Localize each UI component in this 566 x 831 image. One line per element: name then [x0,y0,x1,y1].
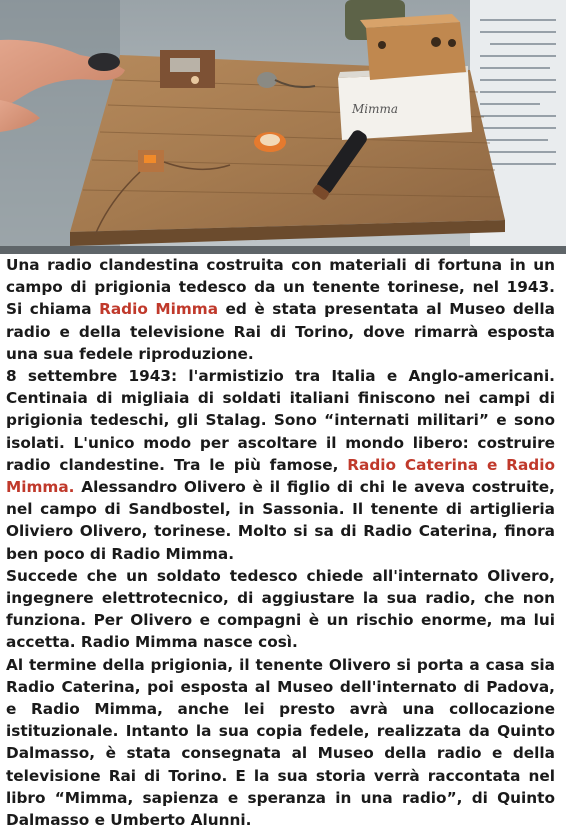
component-knob-icon [191,76,199,84]
paragraph-4: Al termine della prigionia, il tenente Olivero si porta a casa sia Radio Caterina, poi esposta al Museo dell'internato di Padova, e Radio Mimma, anche lei presto avrà una collocazione istituzionale. Intanto la sua copia fedele, realizzata da Quinto Dalmasso, è stata consegnata al Museo della radio e della televisione Rai di Torino. E la sua storia verrà raccontata nel libro “Mimma, sapienza e speranza in una radio”, di Quinto Dalmasso e Umberto Alunni. [6,655,555,830]
radio-mimma-highlight: Radio Mimma [99,300,219,319]
small-component-display [144,155,156,163]
radio-caterina-mimma-highlight: Radio Caterina e Radio Mimma. [6,455,555,497]
article-body [6,254,555,831]
radio-knob-icon [378,41,386,49]
box-label: Mimma [352,102,399,116]
paragraph-3: Succede che un soldato tedesco chiede all'internato Olivero, ingegnere elettrotecnico, di aggiustare la sua radio, che non funziona. Per Olivero e compagni è un rischio enorme, ma lui accetta. Radio Mimma nasce così. [6,566,555,652]
paragraph-2-text-start: 8 settembre 1943: l'armistizio tra Italia e Anglo-americani. Centinaia di migliaia di soldati italiani finiscono nei campi di prigionia tedeschi, gli Stalag. Sono “internati militari” e sono isolati. L'unico modo per ascoltare il mondo libero: costruire radio clandestine. Tra le più famose, [6,367,555,474]
coil-center [260,134,280,146]
radio-wood-box [366,22,466,80]
radio-knob-icon [431,37,441,47]
plug-icon [257,72,277,88]
hand-held-object [88,53,120,71]
radio-mimma-photo [0,0,566,254]
paragraph-2 [6,365,555,565]
floor-strip [0,246,566,254]
paragraph-1-text-end: ed è stata presentata al Museo della radio e della televisione Rai di Torino, dove rimarrà esposta una sua fedele riproduzione. [6,300,555,363]
component-panel [170,58,200,72]
article-photo [0,0,566,254]
paragraph-1-text-start: Una radio clandestina costruita con materiali di fortuna in un campo di prigionia tedesco da un tenente torinese, nel 1943. Si chiama [6,256,555,319]
paragraph-1 [6,254,555,365]
paragraph-2-text-end: Alessandro Olivero è il figlio di chi le aveva costruite, nel campo di Sandbostel, in Sassonia. Il tenente di artiglieria Oliviero Olivero, torinese. Molto si sa di Radio Caterina, finora ben poco di Radio Mimma. [6,478,555,563]
radio-knob-icon [448,39,456,47]
